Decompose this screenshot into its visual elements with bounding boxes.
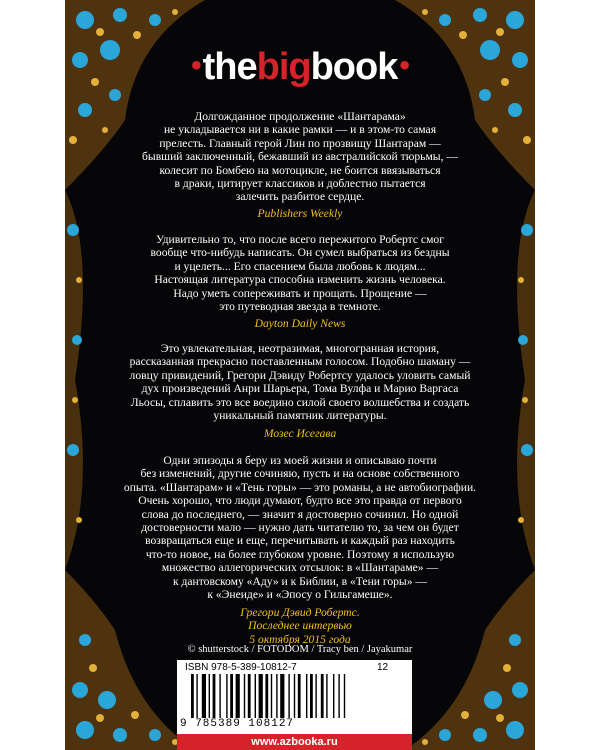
book-back-cover [65, 0, 535, 750]
review-text-2: Удивительно то, что после всего пережитого Робертс смог вообще что-нибудь написать. Он сумел выбраться из бездны и уцелеть... Его спасением была любовь к людям... Настоящая литература способна изменить жизнь человека. Надо уметь сопереживать и прощать. Прощение — это путеводная звезда в темноте. [150, 233, 450, 314]
logo-text-big: big [256, 46, 311, 88]
logo-text-book: book [310, 46, 398, 88]
isbn-addon: 12 [377, 662, 389, 673]
review-source-3: Мозес Исегава [263, 427, 337, 440]
barcode-digits: 9 785389 108127 [180, 718, 295, 730]
barcode-image [191, 674, 401, 718]
author-quote-source: Грегори Дэвид Робертс. Последнее интервью 5 октября 2015 года [240, 606, 360, 646]
barcode-panel [177, 660, 412, 750]
series-logo [65, 46, 535, 89]
review-text-1: Долгожданное продолжение «Шантарама» не укладывается ни в какие рамки — и в этом-то самая прелесть. Главный герой Лин по прозвищу Шантарам — бывший заключенный, бежавший из австралийской тюрьмы, — колесит по Бомбею на мотоцикле, не боится ввязываться в драки, цитирует классиков и доблестно пытается залечить разбитое сердце. [142, 110, 458, 204]
review-source-2: Dayton Daily News [254, 317, 346, 330]
logo-text-the: the [202, 46, 257, 88]
isbn-text: ISBN 978-5-389-10812-7 [185, 662, 297, 673]
logo-dot-left: • [191, 49, 201, 82]
author-quote: Одни эпизоды я беру из моей жизни и описываю почти без изменений, другие сочиняю, пусть и на основе собственного опыта. «Шантарам» и «Тень горы» — это романы, а не автобиографии. Очень хорошо, что люди думают, будто все это правда от первого слова до последнего, — значит я достоверно сочинил. Но одной достоверности мало — нужно дать читателю то, за чем он будет возвращаться еще и еще, перечитывать и каждый раз находить что-то новое, на более глубоком уровне. Поэтому я использую множество аллегорических отсылок: в «Шантараме» — к дантовскому «Аду» и к Библии, в «Тени горы» — к «Энеиде» и «Эпосу о Гильгамеше». [123, 454, 477, 602]
review-source-1: Publishers Weekly [257, 207, 343, 220]
jewelry-ornament-left-side [65, 190, 105, 570]
publisher-website: www.azbooka.ru [177, 734, 412, 750]
jewelry-ornament-right-side [495, 190, 535, 570]
review-text-3: Это увлекательная, неотразимая, многогранная история, рассказанная прекрасно поставленным голосом. Подобно шаману — ловцу привидений, Грегори Дэвиду Робертсу удалось уловить самый дух произведений Анри Шарьера, Тома Вулфа и Марио Варгаса Льосы, сплавить это все воедино силой своего волшебства и создать уникальный памятник литературы. [129, 342, 471, 423]
logo-dot-right: • [399, 49, 409, 82]
photo-credits: © shutterstock / FOTODOM / Tracy ben / Jayakumar [187, 644, 413, 655]
